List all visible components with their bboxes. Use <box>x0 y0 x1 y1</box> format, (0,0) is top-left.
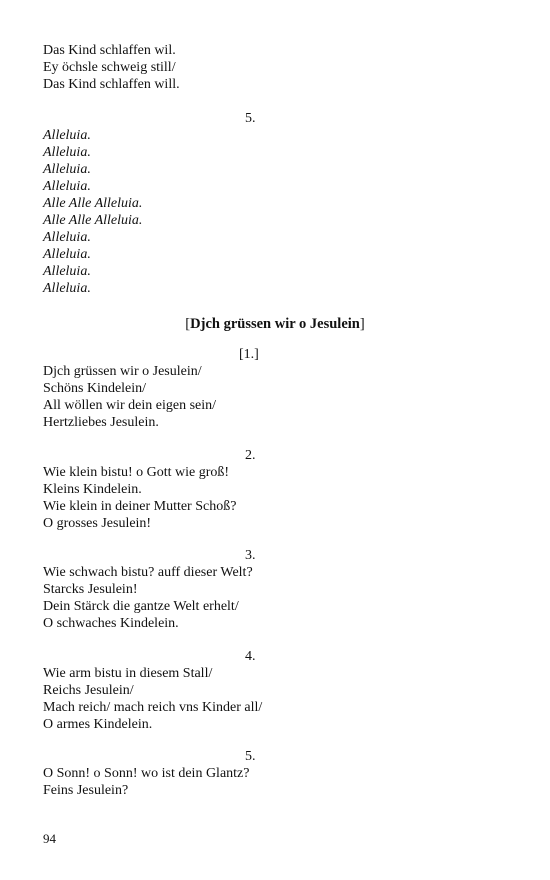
verse-line: Ey öchsle schweig still/ <box>43 60 176 75</box>
verse-line: Reichs Jesulein/ <box>43 683 134 698</box>
verse-line: Dein Stärck die gantze Welt erhelt/ <box>43 599 239 614</box>
title-close-bracket: ] <box>359 316 365 332</box>
verse-line: Wie klein bistu! o Gott wie groß! <box>43 465 230 480</box>
verse-line: Mach reich/ mach reich vns Kinder all/ <box>43 700 263 715</box>
verse-line: Feins Jesulein? <box>43 783 129 798</box>
verse-line: Alle Alle Alleluia. <box>43 196 143 211</box>
verse-line: O armes Kindelein. <box>43 717 153 732</box>
stanza-4 <box>43 665 503 733</box>
stanza-1 <box>43 363 503 431</box>
verse-line: Das Kind schlaffen wil. <box>43 43 176 58</box>
verse-line: Alleluia. <box>43 281 91 296</box>
stanza-number: 3. <box>245 548 256 563</box>
verse-line: Alleluia. <box>43 230 91 245</box>
stanza-number: [1.] <box>239 347 259 362</box>
verse-line: O grosses Jesulein! <box>43 516 152 531</box>
stanza-2 <box>43 464 503 532</box>
verse-line: Starcks Jesulein! <box>43 582 138 597</box>
verse-line: Alle Alle Alleluia. <box>43 213 143 228</box>
stanza-number: 4. <box>245 649 256 664</box>
title-text: Djch grüssen wir o Jesulein <box>190 316 360 332</box>
verse-line: All wöllen wir dein eigen sein/ <box>43 398 217 413</box>
verse-line: Alleluia. <box>43 145 91 160</box>
verse-line: Schöns Kindelein/ <box>43 381 147 396</box>
verse-line: Das Kind schlaffen will. <box>43 77 180 92</box>
stanza-number: 5. <box>245 749 256 764</box>
verse-line: Wie arm bistu in diesem Stall/ <box>43 666 213 681</box>
verse-line: O Sonn! o Sonn! wo ist dein Glantz? <box>43 766 250 781</box>
verse-line: Wie schwach bistu? auff dieser Welt? <box>43 565 253 580</box>
verse-line: Alleluia. <box>43 162 91 177</box>
stanza-number: 2. <box>245 448 256 463</box>
stanza-5 <box>43 765 503 799</box>
verse-line: Alleluia. <box>43 179 91 194</box>
verse-line: Alleluia. <box>43 247 91 262</box>
verse-line: Alleluia. <box>43 128 91 143</box>
stanza-number: 5. <box>245 111 256 126</box>
stanza-continuation <box>43 42 503 93</box>
verse-line: Djch grüssen wir o Jesulein/ <box>43 364 202 379</box>
verse-line: Kleins Kindelein. <box>43 482 142 497</box>
verse-line: Alleluia. <box>43 264 91 279</box>
title-open-bracket: [ <box>185 316 191 332</box>
verse-line: O schwaches Kindelein. <box>43 616 179 631</box>
verse-line: Wie klein in deiner Mutter Schoß? <box>43 499 237 514</box>
alleluia-stanza <box>43 127 503 297</box>
verse-line: Hertzliebes Jesulein. <box>43 415 159 430</box>
page-number: 94 <box>43 831 56 846</box>
stanza-3 <box>43 564 503 632</box>
song-title <box>0 316 550 333</box>
